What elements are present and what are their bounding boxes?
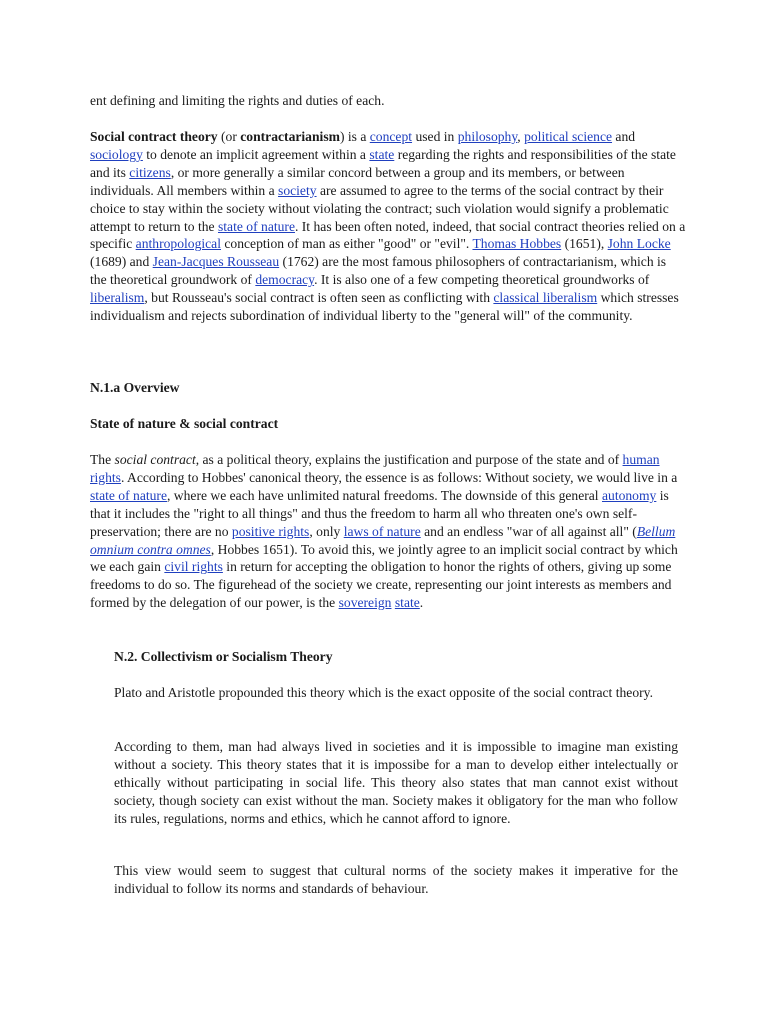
text-run: . According to Hobbes' canonical theory, the essence is as follows: Without society, we would live in a bbox=[120, 469, 678, 485]
link-state[interactable]: state bbox=[369, 146, 395, 162]
text-run: is that it includes the "right to all things" and thus the freedom to harm all who threaten one's own self-preservation; there are no bbox=[90, 487, 669, 539]
paragraph-plato-aristotle: Plato and Aristotle propounded this theory which is the exact opposite of the social contract theory. bbox=[114, 685, 653, 700]
text-run: The bbox=[90, 452, 115, 467]
text-run: , where we each have unlimited natural freedoms. The downside of this general bbox=[167, 487, 602, 503]
heading-overview: N.1.a Overview bbox=[90, 380, 180, 395]
text-run: (1762) are the most famous philosophers of contractarianism, which is the theoretical groundwork of bbox=[90, 254, 667, 288]
paragraph-cultural-norms: This view would seem to suggest that cultural norms of the society makes it imperative for the individual to follow its norms and standards of behaviour. bbox=[114, 863, 678, 896]
term-social-contract-theory: Social contract theory bbox=[90, 129, 218, 144]
link-thomas-hobbes[interactable]: Thomas Hobbes bbox=[472, 236, 562, 252]
link-society[interactable]: society bbox=[278, 182, 317, 198]
text-run: which stresses individualism and rejects subordination of individual liberty to the "general will" of the community. bbox=[90, 290, 679, 324]
text-run: . It is also one of a few competing theoretical groundworks of bbox=[314, 272, 650, 288]
link-sociology[interactable]: sociology bbox=[90, 146, 143, 162]
link-state-of-nature-2[interactable]: state of nature bbox=[90, 487, 167, 503]
text-run: (1651), bbox=[561, 236, 608, 252]
paragraph-according-to-them: According to them, man had always lived in societies and it is impossible to imagine man existing without a society. This theory states that it is impossibe for a man to develop either intelectually or ethically without participating in social life. This theory also states that man cannot exist without society, though society can exist without the man. Society makes it obligatory for the man who follow its rules, regulations, norms and ethics, which he cannot afford to ignore. bbox=[114, 739, 678, 826]
text-run: , Hobbes 1651). To avoid this, we jointly agree to an implicit social contract by which we each gain bbox=[90, 541, 678, 575]
link-sovereign[interactable]: sovereign bbox=[338, 595, 392, 611]
heading-state-of-nature: State of nature & social contract bbox=[90, 416, 279, 431]
paragraph-social-contract-definition bbox=[90, 128, 686, 325]
paragraph-continuation: ent defining and limiting the rights and duties of each. bbox=[90, 93, 385, 108]
text-run: are assumed to agree to the terms of the social contract by their choice to stay within the society without violating the contract; such violation would signify a problematic attempt to return to the bbox=[90, 182, 669, 234]
link-bellum-omnium-text: Bellum omnium contra omnes bbox=[90, 523, 676, 557]
text-run: ) is a bbox=[339, 129, 370, 144]
link-state-2[interactable]: state bbox=[394, 595, 420, 611]
link-autonomy[interactable]: autonomy bbox=[601, 487, 657, 503]
link-anthropological[interactable]: anthropological bbox=[135, 236, 221, 252]
term-contractarianism: contractarianism bbox=[240, 129, 340, 144]
link-positive-rights[interactable]: positive rights bbox=[231, 523, 310, 539]
link-classical-liberalism[interactable]: classical liberalism bbox=[493, 290, 598, 306]
text-run: . bbox=[419, 595, 424, 611]
text-run: regarding the rights and responsibilities of the state and its bbox=[90, 146, 676, 180]
text-run: , bbox=[517, 129, 525, 144]
text-run: used in bbox=[412, 129, 458, 144]
link-laws-of-nature[interactable]: laws of nature bbox=[343, 523, 421, 539]
link-civil-rights[interactable]: civil rights bbox=[164, 559, 223, 575]
link-human-rights[interactable]: human rights bbox=[90, 452, 660, 485]
text-run: and an endless "war of all against all" ( bbox=[420, 523, 637, 539]
text-run: (1689) and bbox=[90, 254, 153, 270]
link-philosophy[interactable]: philosophy bbox=[457, 129, 518, 144]
link-democracy[interactable]: democracy bbox=[255, 272, 315, 288]
text-run: in return for accepting the obligation to honor the rights of others, giving up some freedoms to do so. The figurehead of the society we create, representing our joint interests as members and formed by the delegation of our power, is the bbox=[90, 559, 672, 611]
link-political-science[interactable]: political science bbox=[524, 129, 613, 144]
text-run: . It has been often noted, indeed, that social contract theories relied on a specific bbox=[90, 218, 686, 252]
paragraph-state-of-nature bbox=[90, 451, 686, 612]
text-run: conception of man as either "good" or "evil". bbox=[221, 236, 473, 252]
link-john-locke[interactable]: John Locke bbox=[607, 236, 671, 252]
link-citizens[interactable]: citizens bbox=[129, 164, 171, 180]
text-run: , only bbox=[309, 523, 344, 539]
text-run: , but Rousseau's social contract is often seen as conflicting with bbox=[144, 290, 494, 306]
text-run: (or bbox=[217, 129, 241, 144]
text-run: to denote an implicit agreement within a bbox=[142, 146, 370, 162]
link-liberalism[interactable]: liberalism bbox=[90, 290, 145, 306]
link-concept[interactable]: concept bbox=[369, 129, 413, 144]
link-jean-jacques-rousseau[interactable]: Jean-Jacques Rousseau bbox=[152, 254, 280, 270]
text-run: , or more generally a similar concord between a group and its members, or between individuals. All members within a bbox=[90, 164, 625, 198]
term-social-contract: social contract bbox=[114, 452, 196, 467]
link-state-of-nature[interactable]: state of nature bbox=[217, 218, 295, 234]
heading-collectivism: N.2. Collectivism or Socialism Theory bbox=[114, 649, 333, 664]
text-run: , as a political theory, explains the justification and purpose of the state and of bbox=[195, 452, 623, 467]
text-run: and bbox=[612, 129, 636, 144]
